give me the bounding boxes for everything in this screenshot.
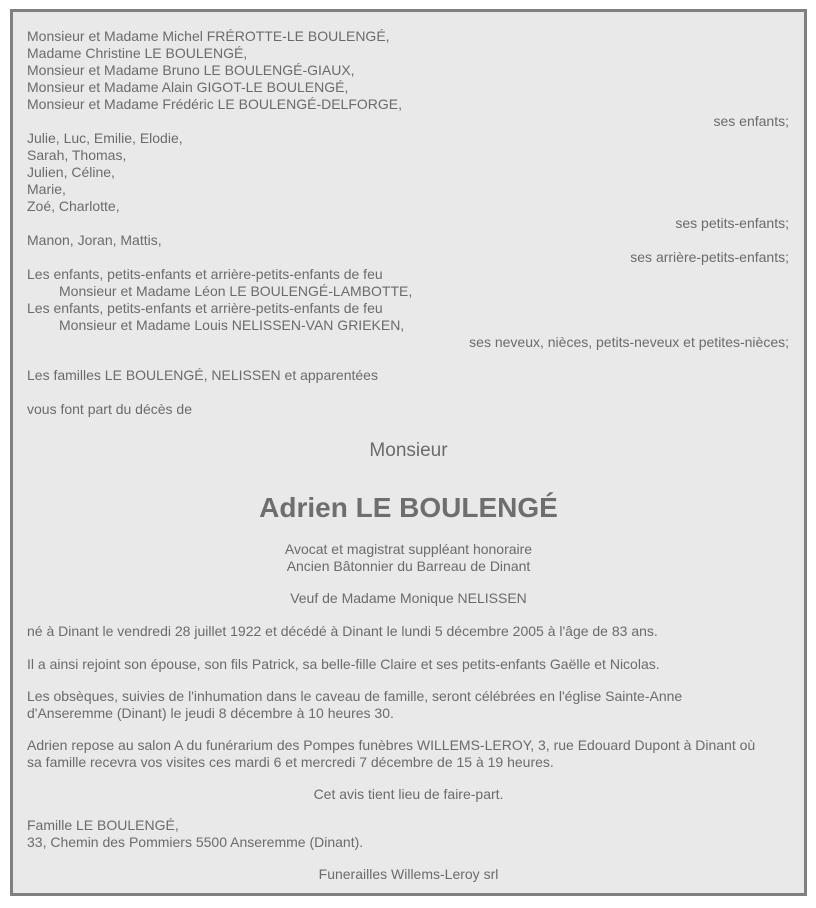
visits-line: sa famille recevra vos visites ces mardi 6 et mercredi 7 décembre de 15 à 19 heures. [27,754,554,770]
great-grandchildren-line: Manon, Joran, Mattis, [27,232,162,248]
relatives-line: Les enfants, petits-enfants et arrière-petits-enfants de feu [27,300,383,316]
announce-line: vous font part du décès de [27,401,192,417]
funeral-line: Les obsèques, suivies de l'inhumation dans le caveau de famille, seront célébrées en l'église Sainte-Anne [27,688,683,704]
notice-line: Cet avis tient lieu de faire-part. [313,786,504,802]
relation-label: ses arrière-petits-enfants; [630,249,789,265]
funeral-home-footer: Funerailles Willems-Leroy srl [318,866,499,882]
deceased-title: Ancien Bâtonnier du Barreau de Dinant [286,558,531,574]
grandchildren-line: Zoé, Charlotte, [27,198,120,214]
families-line: Les familles LE BOULENGÉ, NELISSEN et apparentées [27,367,378,383]
relation-label: ses petits-enfants; [675,215,789,231]
obituary-notice [10,9,807,896]
relatives-line: Les enfants, petits-enfants et arrière-petits-enfants de feu [27,266,383,282]
contact-family: Famille LE BOULENGÉ, [27,817,179,833]
announcer-line: Monsieur et Madame Alain GIGOT-LE BOULENGÉ, [27,79,349,95]
relatives-line: Monsieur et Madame Louis NELISSEN-VAN GRIEKEN, [59,317,405,333]
relatives-line: Monsieur et Madame Léon LE BOULENGÉ-LAMBOTTE, [59,283,413,299]
grandchildren-line: Sarah, Thomas, [27,147,127,163]
grandchildren-line: Julie, Luc, Emilie, Elodie, [27,130,183,146]
visits-line: Adrien repose au salon A du funérarium des Pompes funèbres WILLEMS-LEROY, 3, rue Edouard Dupont à Dinant où [27,737,756,753]
announcer-line: Monsieur et Madame Michel FRÉROTTE-LE BOULENGÉ, [27,28,390,44]
honorific: Monsieur [369,440,448,461]
relation-label: ses neveux, nièces, petits-neveux et petites-nièces; [469,334,789,350]
funeral-line: d'Anseremme (Dinant) le jeudi 8 décembre à 10 heures 30. [27,705,394,721]
announcer-line: Madame Christine LE BOULENGÉ, [27,45,248,61]
grandchildren-line: Julien, Céline, [27,164,115,180]
announcer-line: Monsieur et Madame Bruno LE BOULENGÉ-GIAUX, [27,62,355,78]
deceased-name: Adrien LE BOULENGÉ [259,492,558,523]
rejoined-line: Il a ainsi rejoint son épouse, son fils Patrick, sa belle-fille Claire et ses petits-enfants Gaëlle et Nicolas. [27,656,660,672]
deceased-title: Avocat et magistrat suppléant honoraire [284,541,533,557]
contact-address: 33, Chemin des Pommiers 5500 Anseremme (Dinant). [27,834,364,850]
widower-line: Veuf de Madame Monique NELISSEN [290,590,527,606]
grandchildren-line: Marie, [27,181,66,197]
announcer-line: Monsieur et Madame Frédéric LE BOULENGÉ-DELFORGE, [27,96,403,112]
relation-label: ses enfants; [713,113,789,129]
birth-death-line: né à Dinant le vendredi 28 juillet 1922 et décédé à Dinant le lundi 5 décembre 2005 à l'âge de 83 ans. [27,623,658,639]
